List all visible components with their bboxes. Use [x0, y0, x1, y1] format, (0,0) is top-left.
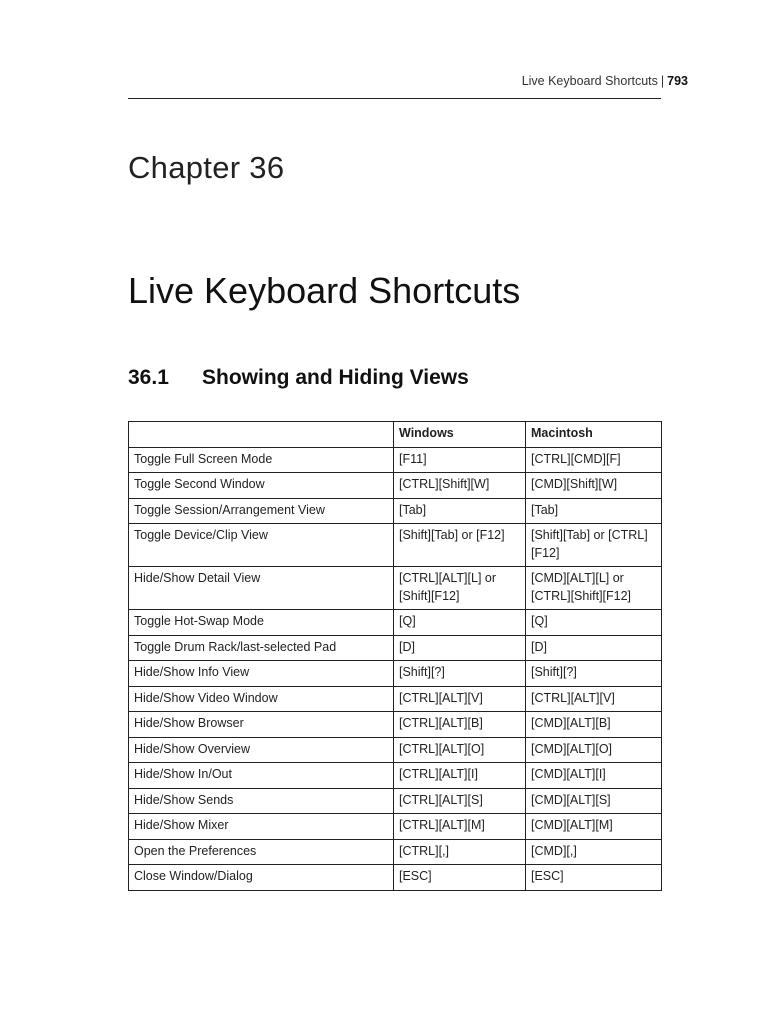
cell-action: Close Window/Dialog — [129, 865, 394, 891]
shortcuts-table — [128, 421, 662, 891]
cell-macintosh: [Tab] — [526, 498, 662, 524]
cell-macintosh: [Shift][?] — [526, 661, 662, 687]
column-header-windows: Windows — [394, 422, 526, 448]
column-header-action — [129, 422, 394, 448]
header-rule — [128, 98, 661, 99]
cell-windows: [CTRL][ALT][I] — [394, 763, 526, 789]
cell-windows: [CTRL][ALT][V] — [394, 686, 526, 712]
cell-windows: [Shift][?] — [394, 661, 526, 687]
table-header-row — [129, 422, 662, 448]
cell-macintosh: [D] — [526, 635, 662, 661]
table-row — [129, 635, 662, 661]
cell-windows: [CTRL][ALT][M] — [394, 814, 526, 840]
cell-action: Toggle Full Screen Mode — [129, 447, 394, 473]
cell-windows: [CTRL][ALT][B] — [394, 712, 526, 738]
table-row — [129, 839, 662, 865]
page-number: 793 — [667, 74, 688, 88]
section-number: 36.1 — [128, 366, 169, 389]
cell-windows: [CTRL][ALT][O] — [394, 737, 526, 763]
running-header-title: Live Keyboard Shortcuts — [521, 74, 658, 88]
chapter-title: Live Keyboard Shortcuts — [128, 270, 521, 311]
cell-action: Hide/Show Detail View — [129, 567, 394, 610]
table-row — [129, 712, 662, 738]
cell-action: Hide/Show Mixer — [129, 814, 394, 840]
cell-macintosh: [CMD][ALT][I] — [526, 763, 662, 789]
cell-windows: [F11] — [394, 447, 526, 473]
table-row — [129, 814, 662, 840]
cell-action: Toggle Hot-Swap Mode — [129, 610, 394, 636]
chapter-label: Chapter 36 — [128, 150, 285, 185]
table-row — [129, 447, 662, 473]
cell-macintosh: [CMD][ALT][L] or [CTRL][Shift][F12] — [526, 567, 662, 610]
table-row — [129, 763, 662, 789]
cell-action: Open the Preferences — [129, 839, 394, 865]
cell-windows: [Shift][Tab] or [F12] — [394, 524, 526, 567]
table-row — [129, 610, 662, 636]
table-row — [129, 567, 662, 610]
section-title: Showing and Hiding Views — [202, 366, 469, 389]
table-row — [129, 524, 662, 567]
cell-windows: [D] — [394, 635, 526, 661]
cell-macintosh: [CMD][ALT][O] — [526, 737, 662, 763]
column-header-macintosh: Macintosh — [526, 422, 662, 448]
table-row — [129, 498, 662, 524]
cell-action: Toggle Device/Clip View — [129, 524, 394, 567]
cell-windows: [CTRL][,] — [394, 839, 526, 865]
running-header — [522, 74, 688, 88]
cell-macintosh: [CMD][ALT][B] — [526, 712, 662, 738]
cell-action: Hide/Show Info View — [129, 661, 394, 687]
running-header-separator: | — [660, 74, 665, 88]
cell-macintosh: [ESC] — [526, 865, 662, 891]
cell-action: Hide/Show Browser — [129, 712, 394, 738]
cell-windows: [ESC] — [394, 865, 526, 891]
cell-action: Hide/Show Sends — [129, 788, 394, 814]
cell-macintosh: [Q] — [526, 610, 662, 636]
table-row — [129, 661, 662, 687]
table-row — [129, 737, 662, 763]
table-row — [129, 473, 662, 499]
cell-action: Toggle Second Window — [129, 473, 394, 499]
cell-windows: [CTRL][Shift][W] — [394, 473, 526, 499]
cell-action: Hide/Show In/Out — [129, 763, 394, 789]
cell-windows: [Tab] — [394, 498, 526, 524]
cell-action: Toggle Session/Arrangement View — [129, 498, 394, 524]
cell-windows: [CTRL][ALT][S] — [394, 788, 526, 814]
cell-macintosh: [CTRL][CMD][F] — [526, 447, 662, 473]
section-heading — [128, 366, 469, 390]
cell-windows: [CTRL][ALT][L] or [Shift][F12] — [394, 567, 526, 610]
table-row — [129, 865, 662, 891]
cell-macintosh: [CMD][,] — [526, 839, 662, 865]
cell-windows: [Q] — [394, 610, 526, 636]
cell-macintosh: [CMD][Shift][W] — [526, 473, 662, 499]
table-row — [129, 686, 662, 712]
cell-macintosh: [Shift][Tab] or [CTRL][F12] — [526, 524, 662, 567]
cell-action: Hide/Show Video Window — [129, 686, 394, 712]
cell-macintosh: [CMD][ALT][S] — [526, 788, 662, 814]
cell-action: Hide/Show Overview — [129, 737, 394, 763]
cell-macintosh: [CMD][ALT][M] — [526, 814, 662, 840]
table-row — [129, 788, 662, 814]
table-body — [129, 447, 662, 890]
cell-action: Toggle Drum Rack/last-selected Pad — [129, 635, 394, 661]
cell-macintosh: [CTRL][ALT][V] — [526, 686, 662, 712]
